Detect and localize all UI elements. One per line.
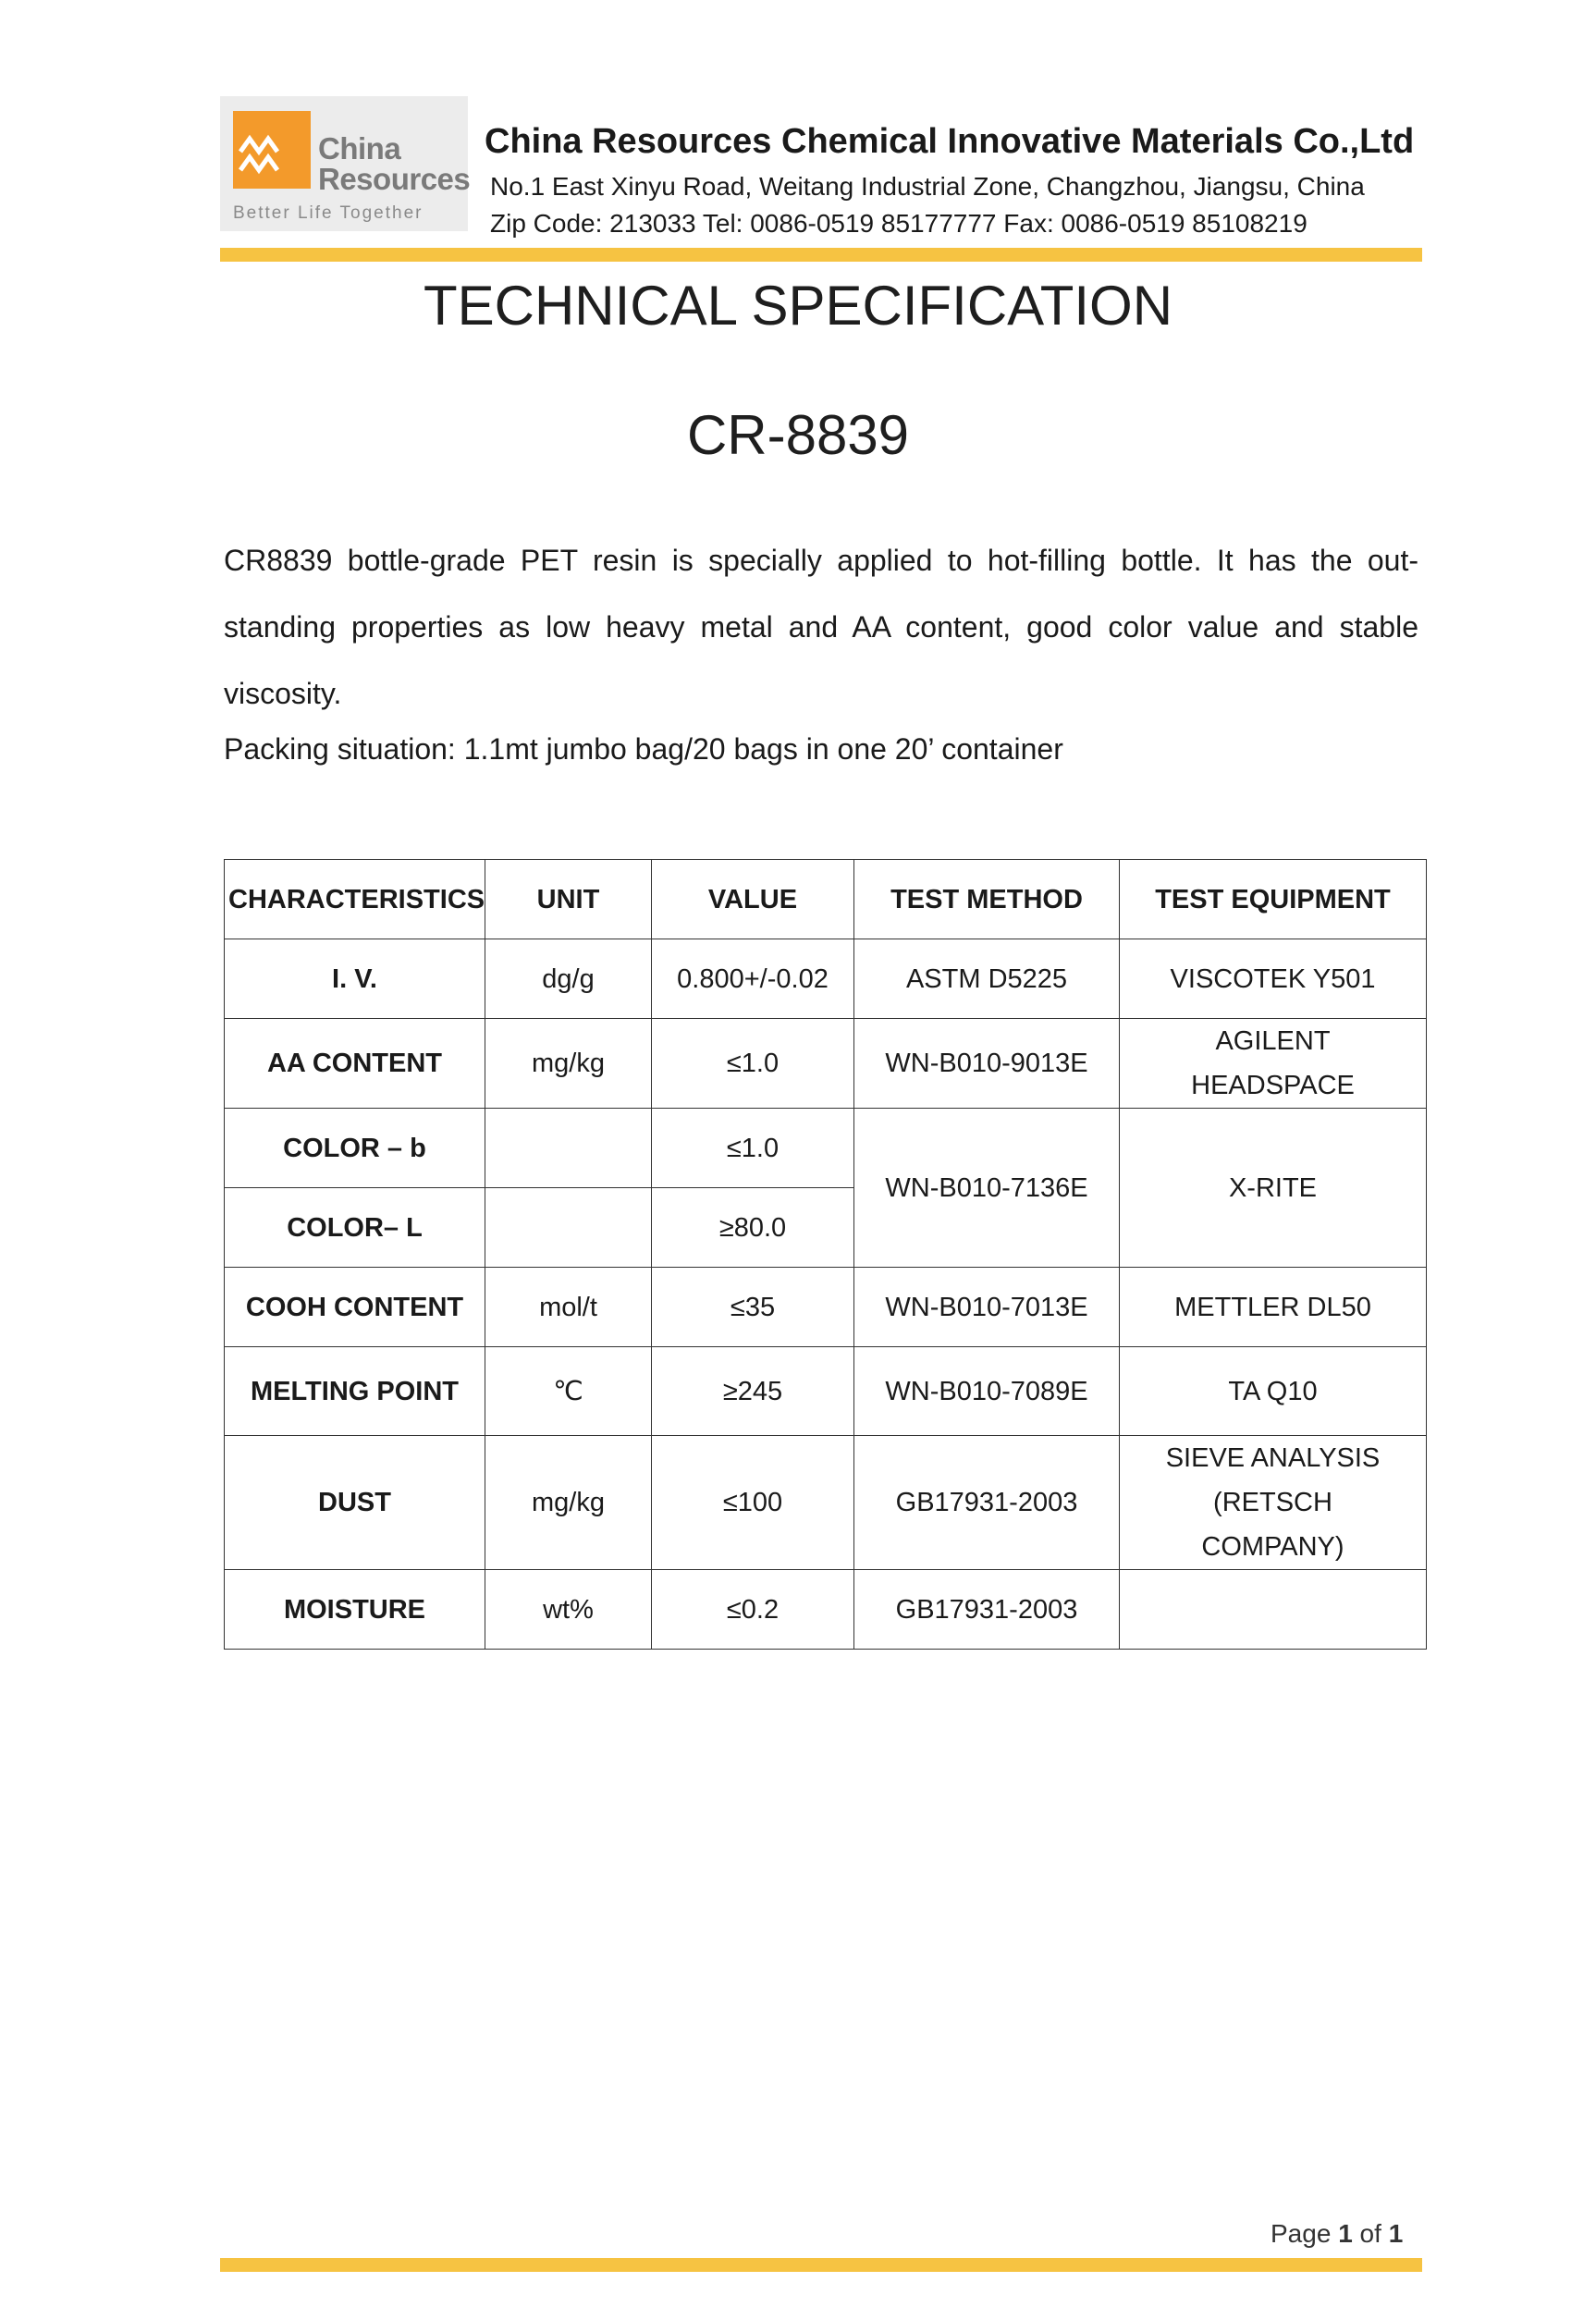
- spec-table: [224, 859, 1427, 1650]
- cell-test-method: GB17931-2003: [854, 1570, 1120, 1650]
- page-number: [1271, 2219, 1403, 2249]
- page-of: of: [1359, 2219, 1381, 2248]
- table-row: [225, 939, 1427, 1019]
- cell-unit: mol/t: [485, 1268, 652, 1347]
- col-header-test-equipment: TEST EQUIPMENT: [1120, 860, 1427, 939]
- company-address: No.1 East Xinyu Road, Weitang Industrial Zone, Changzhou, Jiangsu, China: [490, 172, 1365, 201]
- cell-unit: wt%: [485, 1570, 652, 1650]
- cell-test-method: WN-B010-7089E: [854, 1347, 1120, 1436]
- cell-test-method: ASTM D5225: [854, 939, 1120, 1019]
- cell-characteristic: AA CONTENT: [225, 1019, 485, 1109]
- page-current: 1: [1338, 2219, 1353, 2248]
- company-contact: Zip Code: 213033 Tel: 0086-0519 85177777 Fax: 0086-0519 85108219: [490, 209, 1307, 238]
- cell-unit: dg/g: [485, 939, 652, 1019]
- page-total: 1: [1388, 2219, 1404, 2248]
- col-header-test-method: TEST METHOD: [854, 860, 1120, 939]
- cell-test-equipment: AGILENT HEADSPACE: [1120, 1019, 1427, 1109]
- cell-value: 0.800+/-0.02: [652, 939, 854, 1019]
- cell-value: ≥80.0: [652, 1188, 854, 1268]
- logo-name-line2: Resources: [318, 162, 471, 196]
- header-divider: [220, 248, 1422, 262]
- table-row: [225, 1436, 1427, 1570]
- cell-test-equipment: TA Q10: [1120, 1347, 1427, 1436]
- cell-test-equipment: METTLER DL50: [1120, 1268, 1427, 1347]
- cell-unit: [485, 1188, 652, 1268]
- product-description: CR8839 bottle-grade PET resin is specially applied to hot-filling bottle. It has the out-standing properties as low heavy metal and AA content, good color value and stable viscosity.: [224, 544, 1418, 710]
- cell-unit: ℃: [485, 1347, 652, 1436]
- table-row: [225, 1268, 1427, 1347]
- cell-test-method: GB17931-2003: [854, 1436, 1120, 1570]
- col-header-unit: UNIT: [485, 860, 652, 939]
- logo-tagline: Better Life Together: [233, 203, 424, 223]
- cell-test-equipment: [1120, 1570, 1427, 1650]
- cell-characteristic: I. V.: [225, 939, 485, 1019]
- footer-divider: [220, 2258, 1422, 2272]
- cell-characteristic: MELTING POINT: [225, 1347, 485, 1436]
- cell-unit: [485, 1109, 652, 1188]
- page-label: Page: [1271, 2219, 1332, 2248]
- cell-test-method: WN-B010-9013E: [854, 1019, 1120, 1109]
- cell-value: ≤35: [652, 1268, 854, 1347]
- document-title: TECHNICAL SPECIFICATION: [423, 275, 1173, 337]
- col-header-characteristics: CHARACTERISTICS: [225, 860, 485, 939]
- company-name: China Resources Chemical Innovative Materials Co.,Ltd: [485, 122, 1415, 161]
- table-row: [225, 1570, 1427, 1650]
- cell-characteristic: MOISTURE: [225, 1570, 485, 1650]
- cell-characteristic: DUST: [225, 1436, 485, 1570]
- cell-test-equipment: X-RITE: [1120, 1109, 1427, 1268]
- table-row: [225, 1019, 1427, 1109]
- china-resources-logo-icon: [233, 111, 311, 189]
- cell-characteristic: COLOR– L: [225, 1188, 485, 1268]
- logo-wordmark: [318, 133, 470, 194]
- cell-value: ≥245: [652, 1347, 854, 1436]
- packing-situation: Packing situation: 1.1mt jumbo bag/20 bags in one 20’ container: [224, 732, 1063, 766]
- cell-test-equipment: SIEVE ANALYSIS (RETSCH COMPANY): [1120, 1436, 1427, 1570]
- logo-name-line1: China: [318, 131, 401, 166]
- cell-unit: mg/kg: [485, 1019, 652, 1109]
- cell-test-method: WN-B010-7013E: [854, 1268, 1120, 1347]
- cell-test-equipment: VISCOTEK Y501: [1120, 939, 1427, 1019]
- cell-value: ≤1.0: [652, 1019, 854, 1109]
- table-row: [225, 1347, 1427, 1436]
- col-header-value: VALUE: [652, 860, 854, 939]
- company-logo: [220, 96, 471, 231]
- cell-value: ≤1.0: [652, 1109, 854, 1188]
- cell-value: ≤0.2: [652, 1570, 854, 1650]
- table-row: [225, 1109, 1427, 1188]
- cell-test-method: WN-B010-7136E: [854, 1109, 1120, 1268]
- table-header-row: [225, 860, 1427, 939]
- cell-characteristic: COOH CONTENT: [225, 1268, 485, 1347]
- cell-value: ≤100: [652, 1436, 854, 1570]
- cell-unit: mg/kg: [485, 1436, 652, 1570]
- product-code: CR-8839: [686, 404, 910, 466]
- cell-characteristic: COLOR – b: [225, 1109, 485, 1188]
